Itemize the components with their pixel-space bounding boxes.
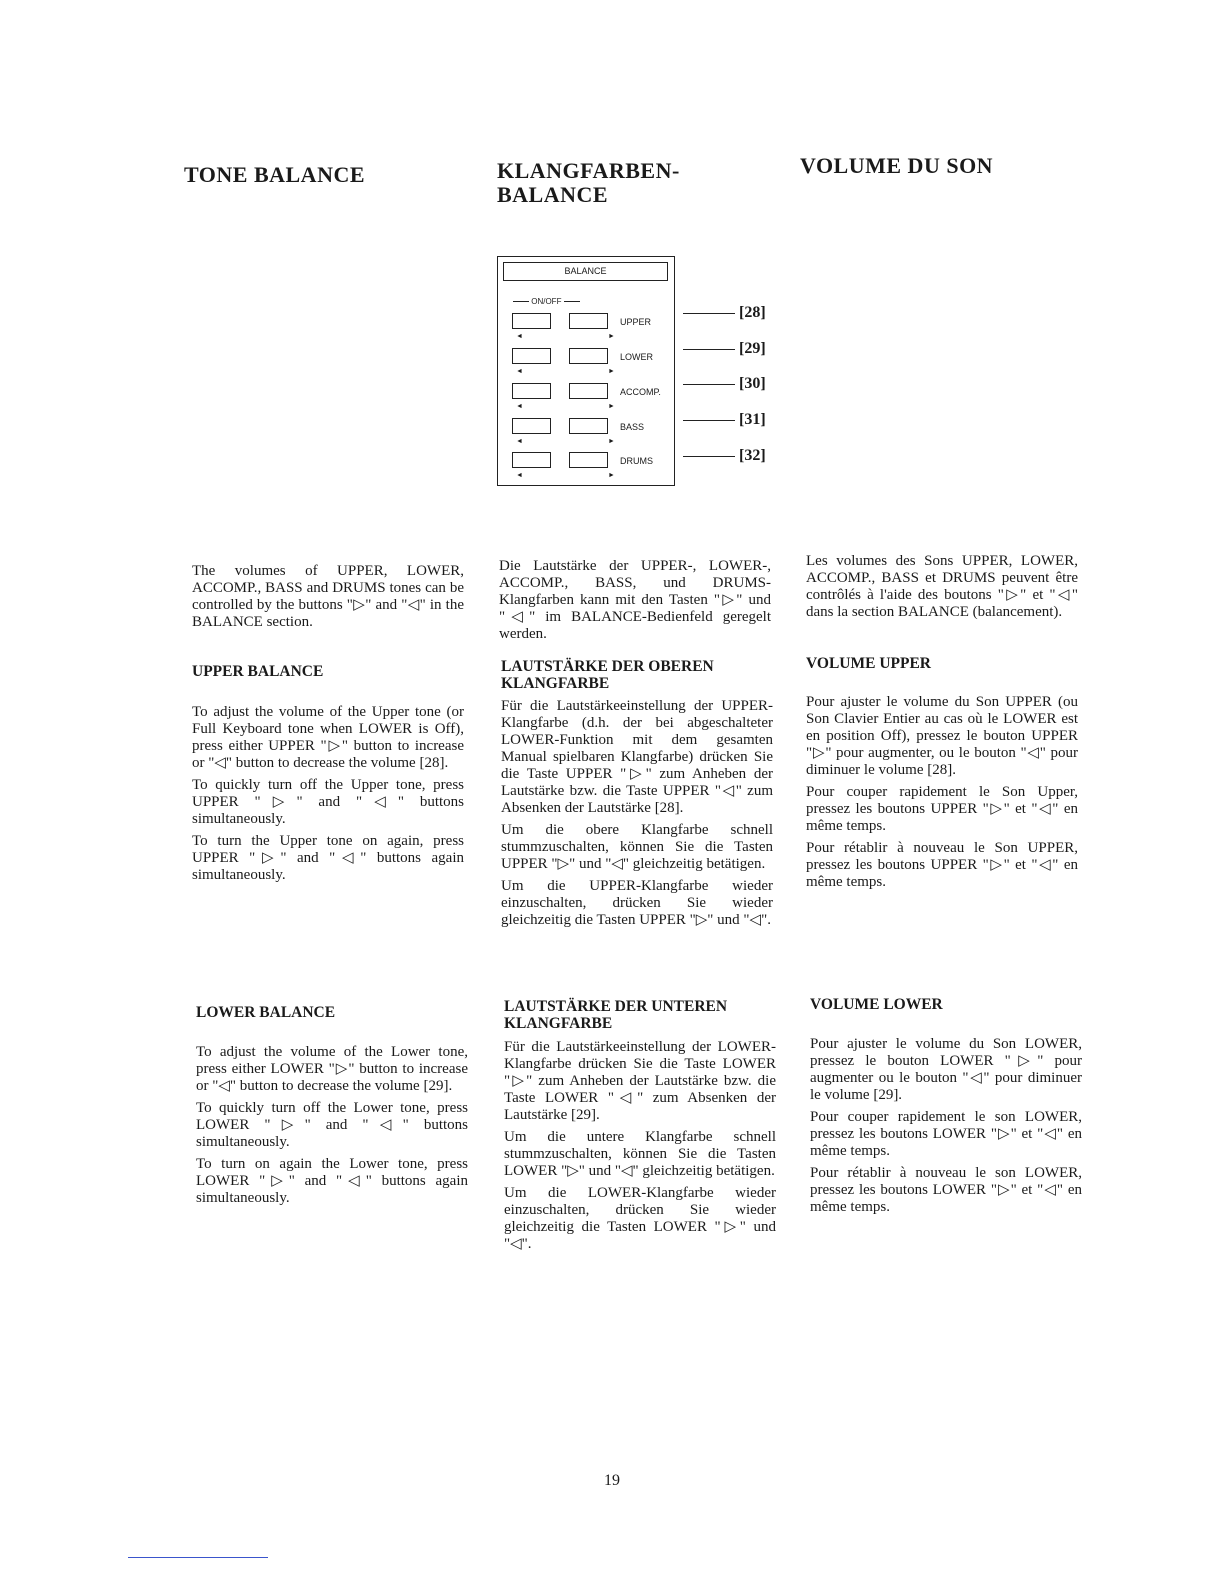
heading-german-line2: BALANCE bbox=[497, 182, 609, 207]
arrow-right-icon: ► bbox=[608, 368, 615, 375]
en-upper-text: To adjust the volume of the Upper tone (or Full Keyboard tone when LOWER is Off), press either UPPER "▷" button to increase or "◁" button to decrease the volume [28]. To quickly turn off the Upper tone, press UPPER "▷" and "◁" buttons simultaneously. To turn the Upper tone on again, press UPPER "▷" and "◁" buttons again simultaneously. bbox=[192, 704, 464, 883]
fr-upper-text: Pour ajuster le volume du Son UPPER (ou Son Clavier Entier au cas où le LOWER est en position Off), pressez le bouton UPPER "▷" pour augmenter, ou le bouton "◁" pour diminuer le volume [28]. Pour couper rapidement le Son Upper, pressez les boutons UPPER "▷" et "◁" en même temps. Pour rétablir à nouveau le Son UPPER, pressez les boutons UPPER "▷" et "◁" en même temps. bbox=[806, 694, 1078, 890]
onoff-label: ON/OFF bbox=[513, 297, 580, 306]
fr-intro: Les volumes des Sons UPPER, LOWER, ACCOMP., BASS et DRUMS peuvent être contrôlés à l'aide des boutons "▷" et "◁" dans la section BALANCE (balancement). bbox=[806, 553, 1078, 620]
en-lower-text: To adjust the volume of the Lower tone, press either LOWER "▷" button to increase or "◁" button to decrease the volume [29]. To quickly turn off the Lower tone, press LOWER "▷" and "◁" buttons simultaneously. To turn on again the Lower tone, press LOWER "▷" and "◁" buttons again simultaneously. bbox=[196, 1044, 468, 1206]
de-lower-heading: LAUTSTÄRKE DER UNTEREN KLANGFARBE bbox=[504, 998, 728, 1032]
arrow-right-icon: ► bbox=[608, 438, 615, 445]
upper-left-button bbox=[512, 313, 551, 329]
footer-divider bbox=[128, 1557, 268, 1558]
en-lower-heading: LOWER BALANCE bbox=[196, 1004, 336, 1021]
arrow-left-icon: ◄ bbox=[516, 368, 523, 375]
fr-upper-heading: VOLUME UPPER bbox=[806, 655, 931, 672]
balance-panel-diagram bbox=[497, 256, 675, 486]
row-label-drums: DRUMS bbox=[620, 456, 653, 466]
callout-30: [30] bbox=[683, 374, 778, 394]
heading-german-line1: KLANGFARBEN- bbox=[497, 158, 680, 183]
row-label-bass: BASS bbox=[620, 422, 645, 432]
panel-row-drums bbox=[512, 452, 672, 486]
heading-german bbox=[497, 160, 680, 206]
row-label-lower: LOWER bbox=[620, 352, 654, 362]
en-intro: The volumes of UPPER, LOWER, ACCOMP., BASS and DRUMS tones can be controlled by the buttons "▷" and "◁" in the BALANCE section. bbox=[192, 563, 464, 630]
row-label-upper: UPPER bbox=[620, 317, 652, 327]
callout-32: [32] bbox=[683, 446, 778, 466]
callout-28: [28] bbox=[683, 303, 778, 323]
callout-29: [29] bbox=[683, 339, 778, 359]
heading-english: TONE BALANCE bbox=[184, 162, 366, 187]
bass-right-button bbox=[569, 418, 608, 434]
arrow-right-icon: ► bbox=[608, 472, 615, 479]
panel-row-bass bbox=[512, 418, 672, 452]
drums-left-button bbox=[512, 452, 551, 468]
row-label-accomp: ACCOMP. bbox=[620, 387, 661, 397]
fr-lower-heading: VOLUME LOWER bbox=[810, 996, 943, 1013]
heading-french: VOLUME DU SON bbox=[800, 153, 994, 178]
lower-right-button bbox=[569, 348, 608, 364]
en-upper-heading: UPPER BALANCE bbox=[192, 663, 324, 680]
panel-row-accomp bbox=[512, 383, 672, 417]
panel-title: BALANCE bbox=[503, 262, 668, 281]
fr-lower-text: Pour ajuster le volume du Son LOWER, pressez le bouton LOWER "▷" pour augmenter ou le bouton "◁" pour diminuer le volume [29]. Pour couper rapidement le son LOWER, pressez les boutons LOWER "▷" et "◁" en même temps. Pour rétablir à nouveau le son LOWER, pressez les boutons LOWER "▷" et "◁" en même temps. bbox=[810, 1036, 1082, 1215]
de-upper-heading: LAUTSTÄRKE DER OBEREN KLANGFARBE bbox=[501, 658, 714, 692]
de-upper-text: Für die Lautstärkeeinstellung der UPPER-Klangfarbe (d.h. der bei abgeschalteter LOWER-Funktion mit dem gesamten Manual spielbaren Klangfarbe) drücken Sie die Taste UPPER "▷" zum Anheben der Lautstärke bzw. die Taste UPPER "◁" zum Absenken der Lautstärke [28]. Um die obere Klangfarbe schnell stummzuschalten, können Sie die Tasten UPPER "▷" und "◁" gleichzeitig betätigen. Um die UPPER-Klangfarbe wieder einzuschalten, drücken Sie wieder gleichzeitig die Tasten UPPER "▷" und "◁". bbox=[501, 698, 773, 928]
arrow-left-icon: ◄ bbox=[516, 438, 523, 445]
panel-row-lower bbox=[512, 348, 672, 382]
bass-left-button bbox=[512, 418, 551, 434]
drums-right-button bbox=[569, 452, 608, 468]
arrow-left-icon: ◄ bbox=[516, 472, 523, 479]
arrow-right-icon: ► bbox=[608, 403, 615, 410]
arrow-right-icon: ► bbox=[608, 333, 615, 340]
panel-row-upper bbox=[512, 313, 672, 347]
de-intro: Die Lautstärke der UPPER-, LOWER-, ACCOMP., BASS, und DRUMS- Klangfarben kann mit den Tasten "▷" und "◁" im BALANCE-Bedienfeld geregelt werden. bbox=[499, 558, 771, 642]
page-number: 19 bbox=[604, 1472, 620, 1489]
accomp-left-button bbox=[512, 383, 551, 399]
arrow-left-icon: ◄ bbox=[516, 333, 523, 340]
de-lower-text: Für die Lautstärkeeinstellung der LOWER-Klangfarbe drücken Sie die Taste LOWER "▷" zum Anheben der Lautstärke bzw. die Taste LOWER "◁" zum Absenken der Lautstärke [29]. Um die untere Klangfarbe schnell stummzuschalten, können Sie die Tasten LOWER "▷" und "◁" gleichzeitig betätigen. Um die LOWER-Klangfarbe wieder einzuschalten, drücken Sie wieder gleichzeitig die Tasten LOWER "▷" und "◁". bbox=[504, 1039, 776, 1252]
lower-left-button bbox=[512, 348, 551, 364]
arrow-left-icon: ◄ bbox=[516, 403, 523, 410]
upper-right-button bbox=[569, 313, 608, 329]
accomp-right-button bbox=[569, 383, 608, 399]
callout-31: [31] bbox=[683, 410, 778, 430]
